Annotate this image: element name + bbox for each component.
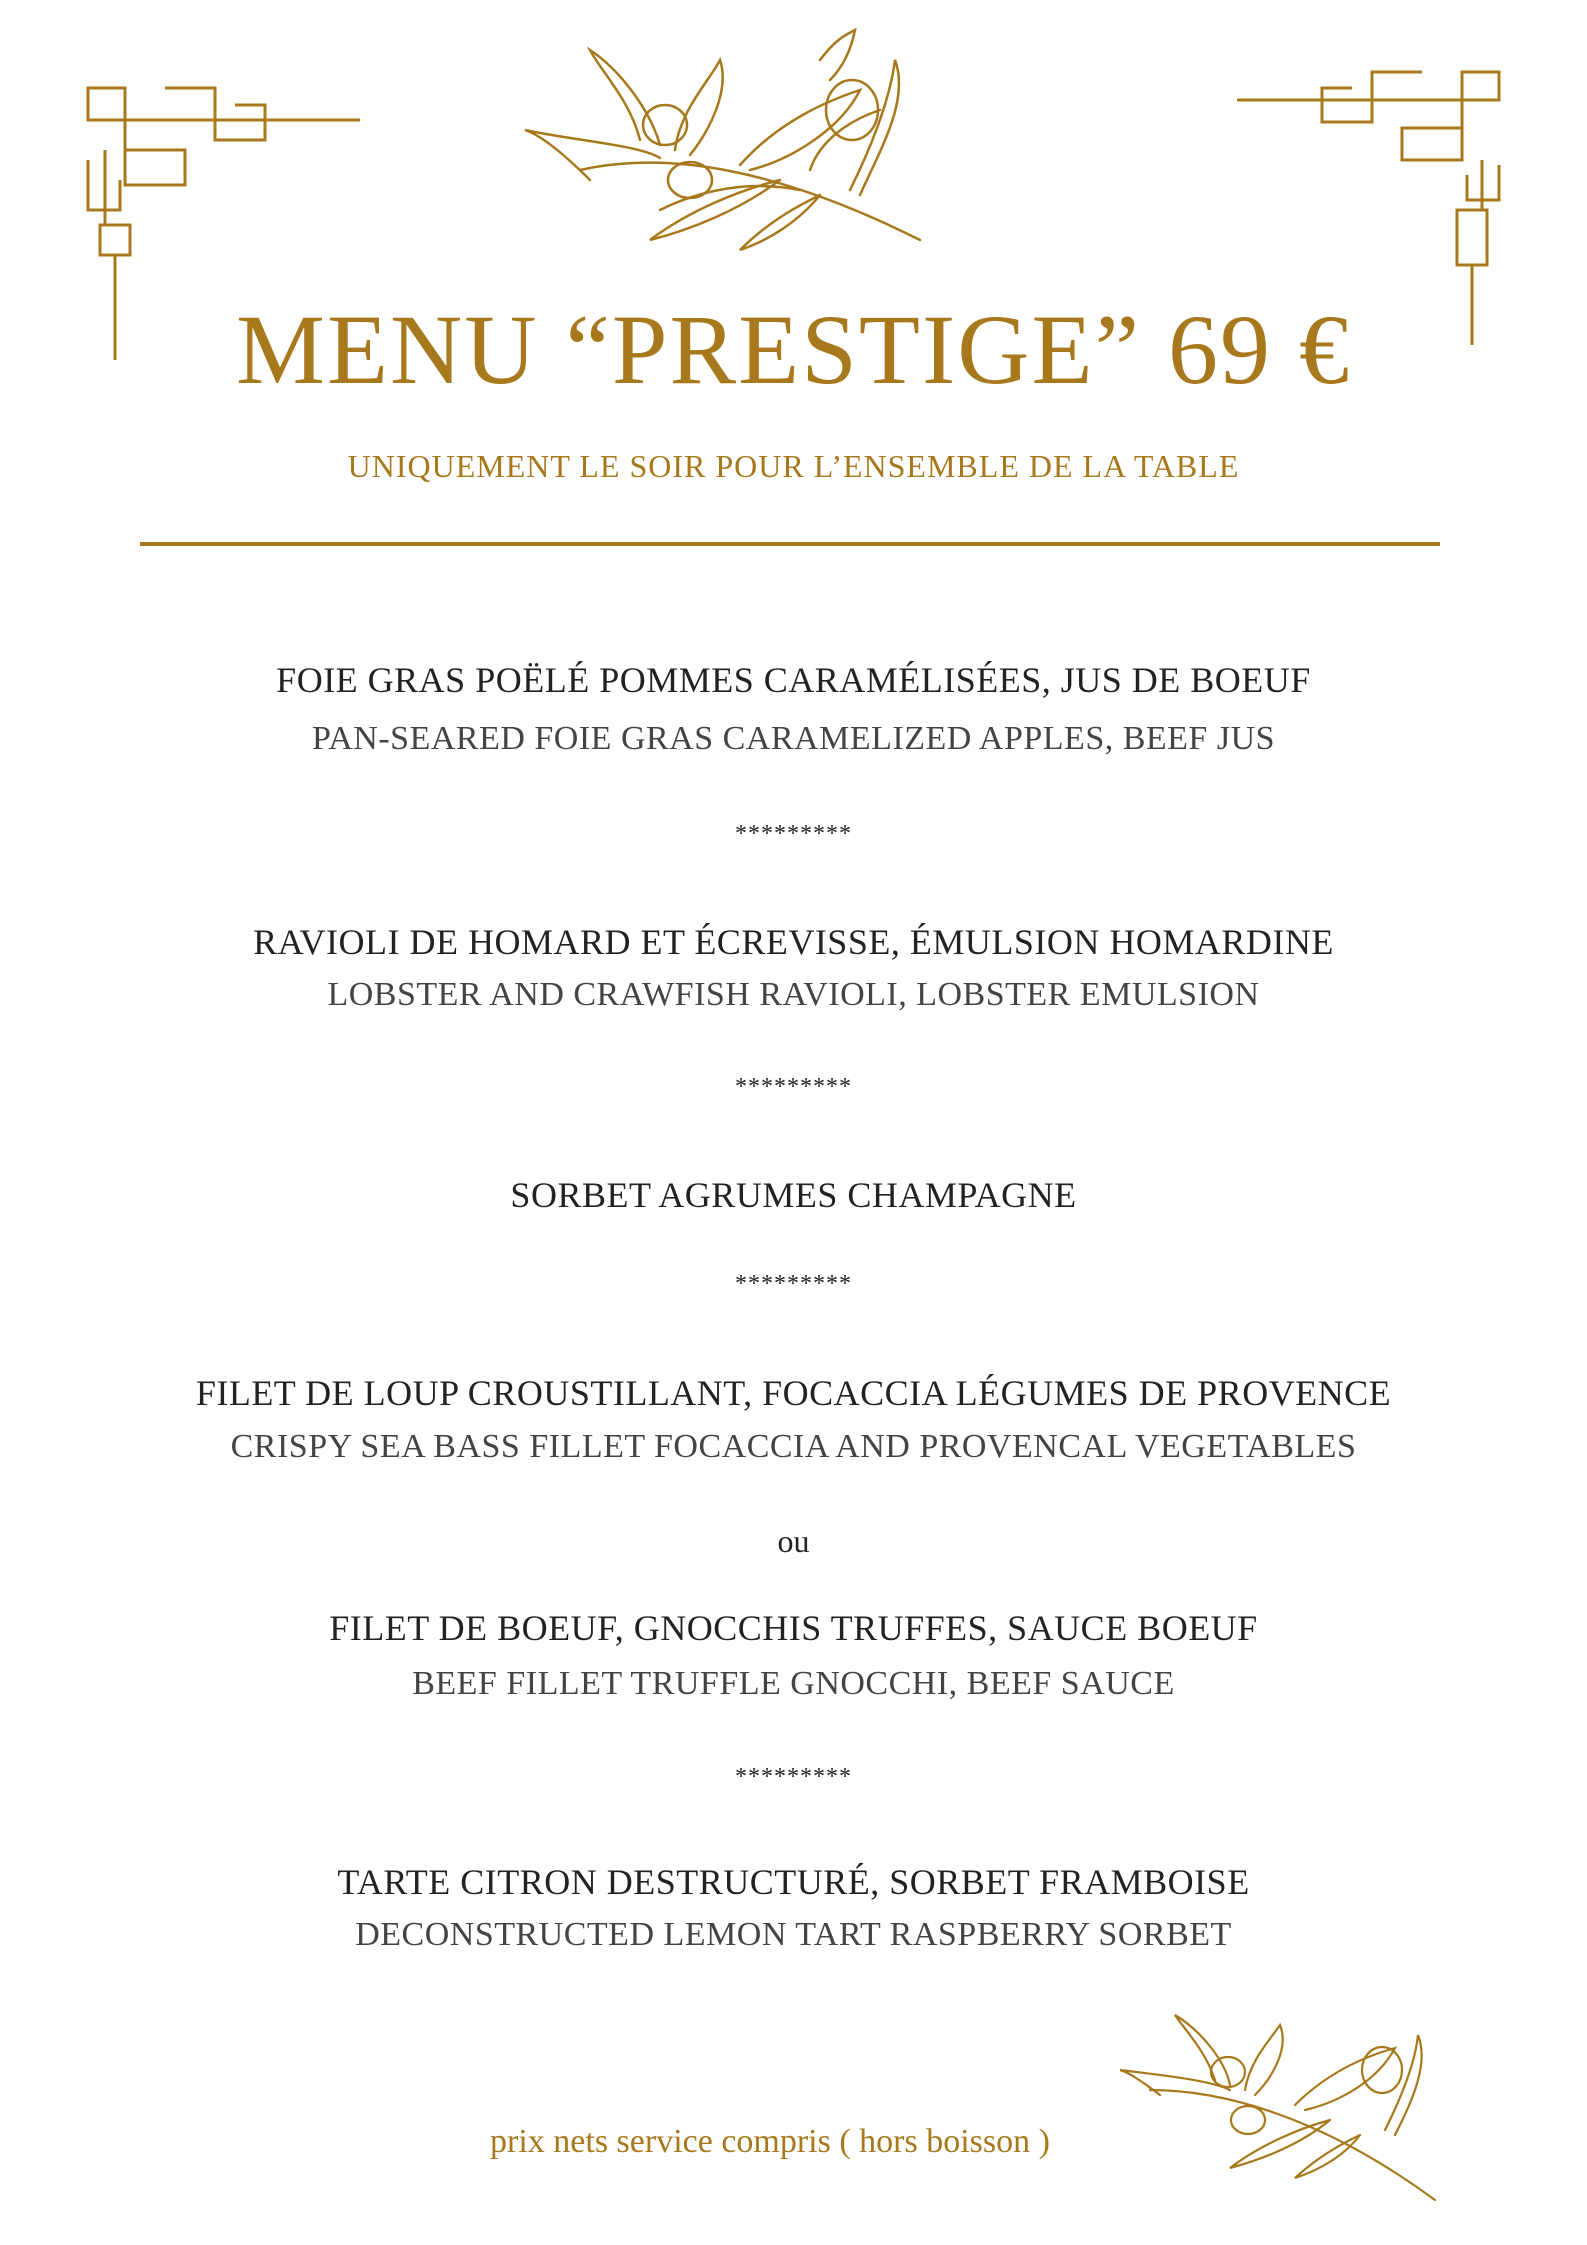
olive-branch-bottom-icon bbox=[1120, 2010, 1440, 2210]
course-4-option-2-french: FILET DE BOEUF, GNOCCHIS TRUFFES, SAUCE BOEUF bbox=[329, 1608, 1258, 1648]
price-note-footer: prix nets service compris ( hors boisson ) bbox=[490, 2123, 1050, 2160]
separator-3: ********* bbox=[735, 1271, 852, 1297]
menu-title: MENU “PRESTIGE” 69 € bbox=[236, 294, 1351, 405]
separator-2: ********* bbox=[735, 1074, 852, 1100]
title-divider bbox=[140, 542, 1440, 546]
olive-branch-icon bbox=[520, 30, 940, 270]
course-2-english: LOBSTER AND CRAWFISH RAVIOLI, LOBSTER EMULSION bbox=[327, 976, 1260, 1013]
course-1-french: FOIE GRAS POËLÉ POMMES CARAMÉLISÉES, JUS DE BOEUF bbox=[276, 660, 1311, 700]
separator-4: ********* bbox=[735, 1764, 852, 1790]
course-2-french: RAVIOLI DE HOMARD ET ÉCREVISSE, ÉMULSION HOMARDINE bbox=[253, 922, 1334, 962]
separator-1: ********* bbox=[735, 821, 852, 847]
course-4-option-2-english: BEEF FILLET TRUFFLE GNOCCHI, BEEF SAUCE bbox=[412, 1665, 1175, 1702]
course-4-option-1-french: FILET DE LOUP CROUSTILLANT, FOCACCIA LÉGUMES DE PROVENCE bbox=[195, 1373, 1392, 1413]
course-3-french: SORBET AGRUMES CHAMPAGNE bbox=[510, 1175, 1077, 1215]
or-label: ou bbox=[777, 1523, 810, 1559]
course-4-option-1-english: CRISPY SEA BASS FILLET FOCACCIA AND PROVENCAL VEGETABLES bbox=[230, 1428, 1357, 1465]
course-1-english: PAN-SEARED FOIE GRAS CARAMELIZED APPLES, BEEF JUS bbox=[311, 720, 1276, 757]
course-5-french: TARTE CITRON DESTRUCTURÉ, SORBET FRAMBOISE bbox=[337, 1862, 1250, 1902]
menu-subtitle: UNIQUEMENT LE SOIR POUR L’ENSEMBLE DE LA TABLE bbox=[347, 448, 1240, 484]
course-5-english: DECONSTRUCTED LEMON TART RASPBERRY SORBET bbox=[355, 1916, 1232, 1953]
